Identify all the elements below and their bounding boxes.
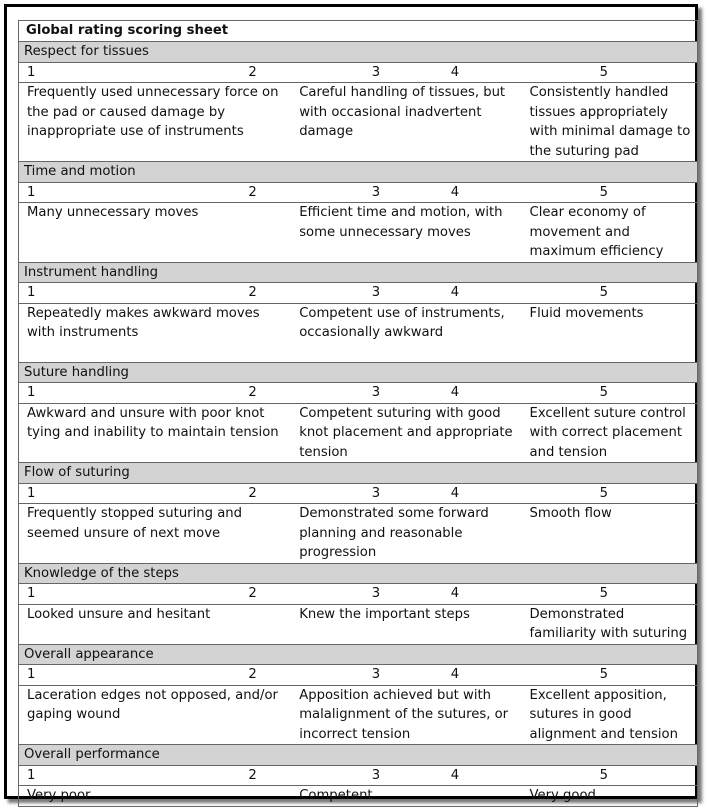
scale-point-2: 2	[248, 285, 257, 300]
scale-point-4: 4	[450, 667, 460, 682]
descriptor-score-1: Awkward and unsure with poor knot tying and inability to maintain tension	[27, 405, 279, 440]
scale-point-2: 2	[248, 767, 257, 783]
scale-point-2: 2	[248, 385, 257, 400]
descriptor-score-1: Looked unsure and hesitant	[27, 606, 211, 622]
document-frame	[4, 4, 698, 803]
scale-point-5: 5	[599, 64, 608, 80]
title-row	[19, 21, 698, 42]
scale-point-4: 4	[450, 586, 460, 601]
scale-point-2: 2	[248, 485, 257, 501]
descriptor-score-5: Fluid movements	[529, 305, 644, 321]
scale-point-3: 3	[371, 485, 381, 501]
scale-cell	[19, 483, 698, 504]
scale-point-5: 5	[599, 767, 608, 783]
rating-scale	[19, 766, 697, 786]
scale-point-2: 2	[248, 184, 257, 200]
descriptor-score-5: Excellent suture control with correct placement and tension	[529, 405, 686, 460]
category-row	[19, 362, 698, 383]
descriptor-score-1: Very poor	[27, 788, 91, 803]
scale-point-4: 4	[450, 385, 460, 400]
descriptor-score-3: Careful handling of tissues, but with occasional inadvertent damage	[299, 85, 506, 139]
descriptor-cell	[19, 303, 698, 362]
scale-point-2: 2	[248, 667, 257, 682]
descriptors	[19, 686, 697, 745]
descriptors	[19, 605, 697, 644]
scale-point-5: 5	[599, 667, 608, 682]
scale-cell	[19, 765, 698, 786]
descriptor-score-3: Competent suturing with good knot placement and appropriate tension	[299, 405, 513, 460]
scale-point-4: 4	[450, 64, 460, 80]
scale-cell	[19, 283, 698, 304]
scale-row	[19, 483, 698, 504]
rating-scale	[19, 183, 697, 203]
descriptor-row	[19, 685, 698, 745]
rating-scale	[19, 283, 697, 303]
descriptor-score-1: Frequently stopped suturing and seemed unsure of next move	[27, 506, 243, 541]
scoring-sheet-table	[18, 20, 698, 807]
scale-point-4: 4	[450, 767, 460, 783]
rating-scale	[19, 63, 697, 83]
scale-point-3: 3	[371, 64, 381, 80]
scale-point-4: 4	[450, 184, 460, 200]
category-row	[19, 463, 698, 484]
descriptor-cell	[19, 203, 698, 263]
scale-point-5: 5	[599, 385, 608, 400]
descriptor-row	[19, 786, 698, 807]
descriptor-score-5: Clear economy of movement and maximum efficiency	[529, 205, 664, 259]
scale-point-3: 3	[371, 767, 381, 783]
descriptor-row	[19, 83, 698, 162]
descriptor-row	[19, 403, 698, 463]
scale-point-1: 1	[27, 485, 36, 501]
category-row	[19, 745, 698, 766]
descriptor-row	[19, 203, 698, 263]
scale-cell	[19, 584, 698, 605]
category-name: Instrument handling	[19, 262, 698, 283]
descriptor-row	[19, 303, 698, 362]
scale-cell	[19, 665, 698, 686]
descriptor-score-5: Excellent apposition, sutures in good alignment and tension	[529, 687, 678, 742]
scale-point-5: 5	[599, 184, 608, 200]
descriptor-row	[19, 604, 698, 644]
descriptor-score-3: Efficient time and motion, with some unnecessary moves	[299, 205, 503, 240]
category-row	[19, 563, 698, 584]
scale-row	[19, 62, 698, 83]
scale-point-4: 4	[450, 285, 460, 300]
descriptors	[19, 404, 697, 463]
descriptors	[19, 786, 697, 806]
descriptor-cell	[19, 504, 698, 564]
descriptor-score-3: Competent use of instruments, occasionally awkward	[299, 305, 505, 340]
descriptors	[19, 203, 697, 262]
descriptor-score-1: Frequently used unnecessary force on the pad or caused damage by inappropriate use of instruments	[27, 85, 279, 139]
category-row	[19, 42, 698, 63]
scale-point-5: 5	[599, 586, 608, 601]
rating-scale	[19, 665, 697, 685]
descriptor-score-5: Demonstrated familiarity with suturing	[529, 606, 688, 641]
category-row	[19, 644, 698, 665]
rating-scale	[19, 484, 697, 504]
sheet-title: Global rating scoring sheet	[19, 21, 698, 42]
rating-scale	[19, 584, 697, 604]
descriptor-score-3: Knew the important steps	[299, 606, 470, 622]
scale-cell	[19, 62, 698, 83]
descriptor-score-1: Many unnecessary moves	[27, 205, 199, 220]
descriptor-score-5: Smooth flow	[529, 506, 612, 521]
scale-row	[19, 765, 698, 786]
descriptors	[19, 304, 697, 343]
descriptor-score-3: Competent	[299, 788, 373, 803]
category-name: Suture handling	[19, 362, 698, 383]
scale-point-3: 3	[371, 385, 381, 400]
category-row	[19, 162, 698, 183]
descriptor-cell	[19, 83, 698, 162]
descriptor-cell	[19, 786, 698, 807]
scale-cell	[19, 383, 698, 404]
scale-point-3: 3	[371, 586, 381, 601]
scale-point-2: 2	[248, 64, 257, 80]
scale-row	[19, 584, 698, 605]
category-name: Overall performance	[19, 745, 698, 766]
scale-point-1: 1	[27, 184, 36, 200]
category-name: Overall appearance	[19, 644, 698, 665]
scale-point-1: 1	[27, 586, 36, 601]
category-row	[19, 262, 698, 283]
descriptor-score-3: Apposition achieved but with malalignment of the sutures, or incorrect tension	[299, 687, 509, 742]
rating-scale	[19, 383, 697, 403]
category-name: Respect for tissues	[19, 42, 698, 63]
category-name: Time and motion	[19, 162, 698, 183]
scale-row	[19, 283, 698, 304]
descriptor-row	[19, 504, 698, 564]
descriptors	[19, 504, 697, 563]
descriptors	[19, 83, 697, 161]
descriptor-score-3: Demonstrated some forward planning and reasonable progression	[299, 506, 489, 560]
descriptor-cell	[19, 604, 698, 644]
scale-point-4: 4	[450, 485, 460, 501]
descriptor-score-5: Very good	[529, 788, 596, 803]
descriptor-score-1: Laceration edges not opposed, and/or gaping wound	[27, 687, 278, 722]
scale-point-1: 1	[27, 667, 36, 682]
scale-point-3: 3	[371, 184, 381, 200]
descriptor-score-5: Consistently handled tissues appropriately with minimal damage to the suturing pad	[529, 85, 691, 159]
category-name: Knowledge of the steps	[19, 563, 698, 584]
scale-point-3: 3	[371, 667, 381, 682]
descriptor-cell	[19, 685, 698, 745]
scale-point-5: 5	[599, 485, 608, 501]
scale-row	[19, 383, 698, 404]
category-name: Flow of suturing	[19, 463, 698, 484]
scale-point-2: 2	[248, 586, 257, 601]
scale-point-1: 1	[27, 64, 36, 80]
descriptor-score-1: Repeatedly makes awkward moves with instruments	[27, 305, 260, 340]
scale-point-1: 1	[27, 385, 36, 400]
scale-point-3: 3	[371, 285, 381, 300]
scale-point-1: 1	[27, 767, 36, 783]
descriptor-cell	[19, 403, 698, 463]
scale-point-1: 1	[27, 285, 36, 300]
scale-point-5: 5	[599, 285, 608, 300]
scale-cell	[19, 182, 698, 203]
scale-row	[19, 182, 698, 203]
scale-row	[19, 665, 698, 686]
